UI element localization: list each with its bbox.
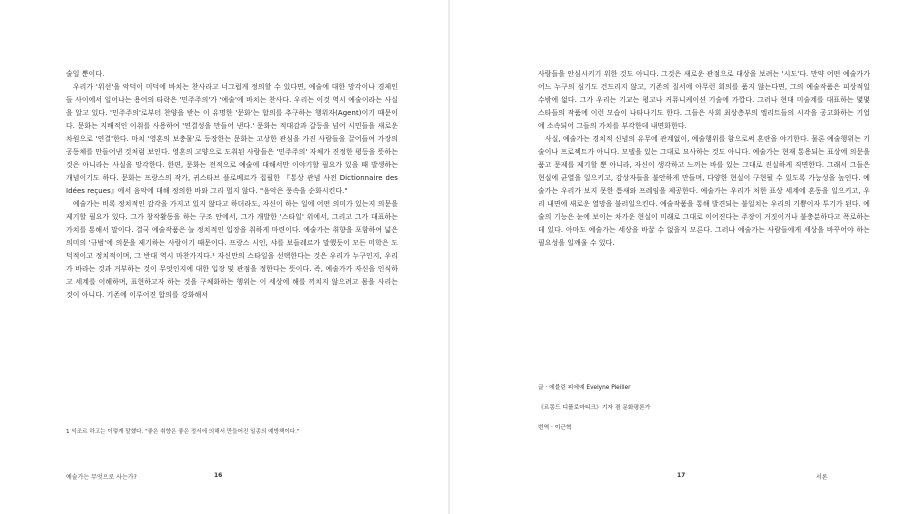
footnote: 1 익조르 하고는 이렇게 말했다. "좋은 취향은 좋은 정서에 의해서 만들어진 일종의 예방책이다." bbox=[66, 429, 300, 435]
left-body-text bbox=[66, 68, 398, 302]
credits-block bbox=[538, 382, 838, 434]
running-footer-section: 서론 bbox=[816, 474, 828, 481]
left-paragraph-2: 우리가 '위선'을 악덕이 미덕에 바치는 찬사라고 너그럽게 정의할 수 있다면, 예술에 대한 망각이나 경제인들 사이에서 일어나는 용어의 타락은 '민주주의'가 '예술'에 바치는 찬사다. 우리는 이것 역시 예술이라는 사실을 알고 있다. '민주주의'로부터 찬양을 받는 이 유명한 '문화'는 합의를 추구하는 행위자(Agent)이기 때문이다. 문화는 지배적인 이취를 사용하여 '연결성을 만들어 낸다.' 문화는 적대감과 갈등을 넘어 시민들을 새로운 차원으로 '연결'한다. 마치 '영혼의 보충물'로 등장한는 문화는 고상한 관심을 가진 사람들을 끌어들여 가장의 공동체를 만들어낸 것처럼 보인다. 영혼의 고양으로 도취된 사람들은 '민주주의' 자체가 진정한 평등을 뜻하는 것은 아니라는 사실을 망각한다. 한편, 문화는 전적으로 예술에 대해서만 이야기할 필요가 있을 때 발생하는 개념이기도 하다. 문화는 프랑스의 작가, 귀스타브 플로베르가 집필한 『통상 관념 사전 Dictionnaire des Idées reçues』에서 음악에 대해 정의한 바와 그리 멀지 않다. "음악은 풍속을 순화시킨다." bbox=[66, 83, 398, 195]
page-number-right: 17 bbox=[677, 472, 686, 479]
translator-credit: 번역 · 이근혁 bbox=[538, 425, 572, 431]
page-number-left: 16 bbox=[214, 472, 223, 479]
right-paragraph-2: 사실, 예술가는 경치적 신념의 유무에 관계없이, 예술행위를 함으로써 혼란을 야기한다. 물론 예술행위는 기술이나 프로젝트가 아니다. 모델을 있는 그대로 묘사하는 것도 아니다. 예술가는 현재 통용되는 표상에 의문을 품고 문제를 제기할 뿐 아니라, 자신이 생각하고 느끼는 바를 있는 그대로 진실하게 직면한다. 그래서 그들은 현실에 균열을 일으키고, 감상자들을 불안하게 만들며, 다양한 현실이 구현될 수 있도록 가능성을 높인다. 예술가는 우리가 보지 못한 틈새와 프레임을 제공한다. 예술가는 우리가 처한 표상 세계에 혼동을 일으키고, 우리 내면에 새로운 열망을 불러일으킨다. 예술작품을 통해 발견되는 불일치는 우리의 기쁨이자 투기가 된다. 예술의 기능은 눈에 보이는 차가운 현실이 미래로 그대로 이어진다는 주장이 거짓이거나 불충분하다고 폭로하는 데 있다. 아마도 예술가는 세상을 바꿀 수 없을지 모른다. 그러나 예술가는 사람들에게 세상을 바꾸어야 하는 필요성을 일깨울 수 있다. bbox=[538, 135, 870, 247]
right-body-text bbox=[538, 68, 870, 250]
left-paragraph-3: 예술가는 비록 정치적인 감각을 가지고 있지 않다고 하더라도, 자신이 하는 일에 어떤 의미가 있는지 의문을 제기할 필요가 있다. 그가 창작활동을 하는 구조 안에서, 그가 개발한 '스타일' 위에서, 그리고 그가 대표하는 가치를 통해서 말이다. 결국 예술작품은 늘 정치적인 입장을 취하게 마련이다. 예술가는 취향을 포함하여 넓은 의미의 '규범'에 의문을 제기하는 사람이기 때문이다. 프랑스 시인, 샤를 보들레르가 말했듯이 모든 미학은 도덕적이고 정치적이며, 그 반대 역시 마찬가지다.¹ 자신만의 스타일을 선택한다는 것은 우리가 누구인지, 우리가 바라는 것과 거부하는 것이 무엇인지에 대한 입장 및 관점을 정한다는 뜻이다. 즉, 예술가가 자신을 인식하고 세계를 이해하며, 표현하고자 하는 것을 구체화하는 행위는 이 세상에 해를 끼치지 않으려고 몸을 사리는 것이 아니다. 기존에 이루어진 합의를 강화해서 bbox=[66, 200, 398, 299]
right-paragraph-1: 사람들을 안심시키기 위한 것도 아니다. 그것은 새로운 관점으로 대상을 보려는 '시도'다. 만약 어떤 예술가가 어느 누구의 심기도 건드리지 않고, 기존의 질서에 아무런 회의를 품지 않는다면, 그의 예술작품은 피상적일 수밖에 없다. 그가 우리는 기교는 평고나 커뮤니케이션 기술에 가깝다. 그러나 현대 미술계를 대표하는 몇몇 스타들의 작품에 이런 모습이 나타나기도 한다. 그들은 사회 최상층부의 엘리트들의 시각을 공고화하는 기업에 소속되어 그들의 가치를 부각한데 내면화한다. bbox=[538, 70, 870, 130]
author-description: 《르몽드 디플로마티크》기자 겸 문화평론가 bbox=[538, 405, 651, 411]
author-credit: 글 · 에블린 피에예 Evelyne Pieiller bbox=[538, 385, 631, 391]
left-paragraph-1: 술일 뿐이다. bbox=[66, 70, 105, 78]
running-footer-title: 예술가는 무엇으로 사는가? bbox=[66, 474, 137, 481]
